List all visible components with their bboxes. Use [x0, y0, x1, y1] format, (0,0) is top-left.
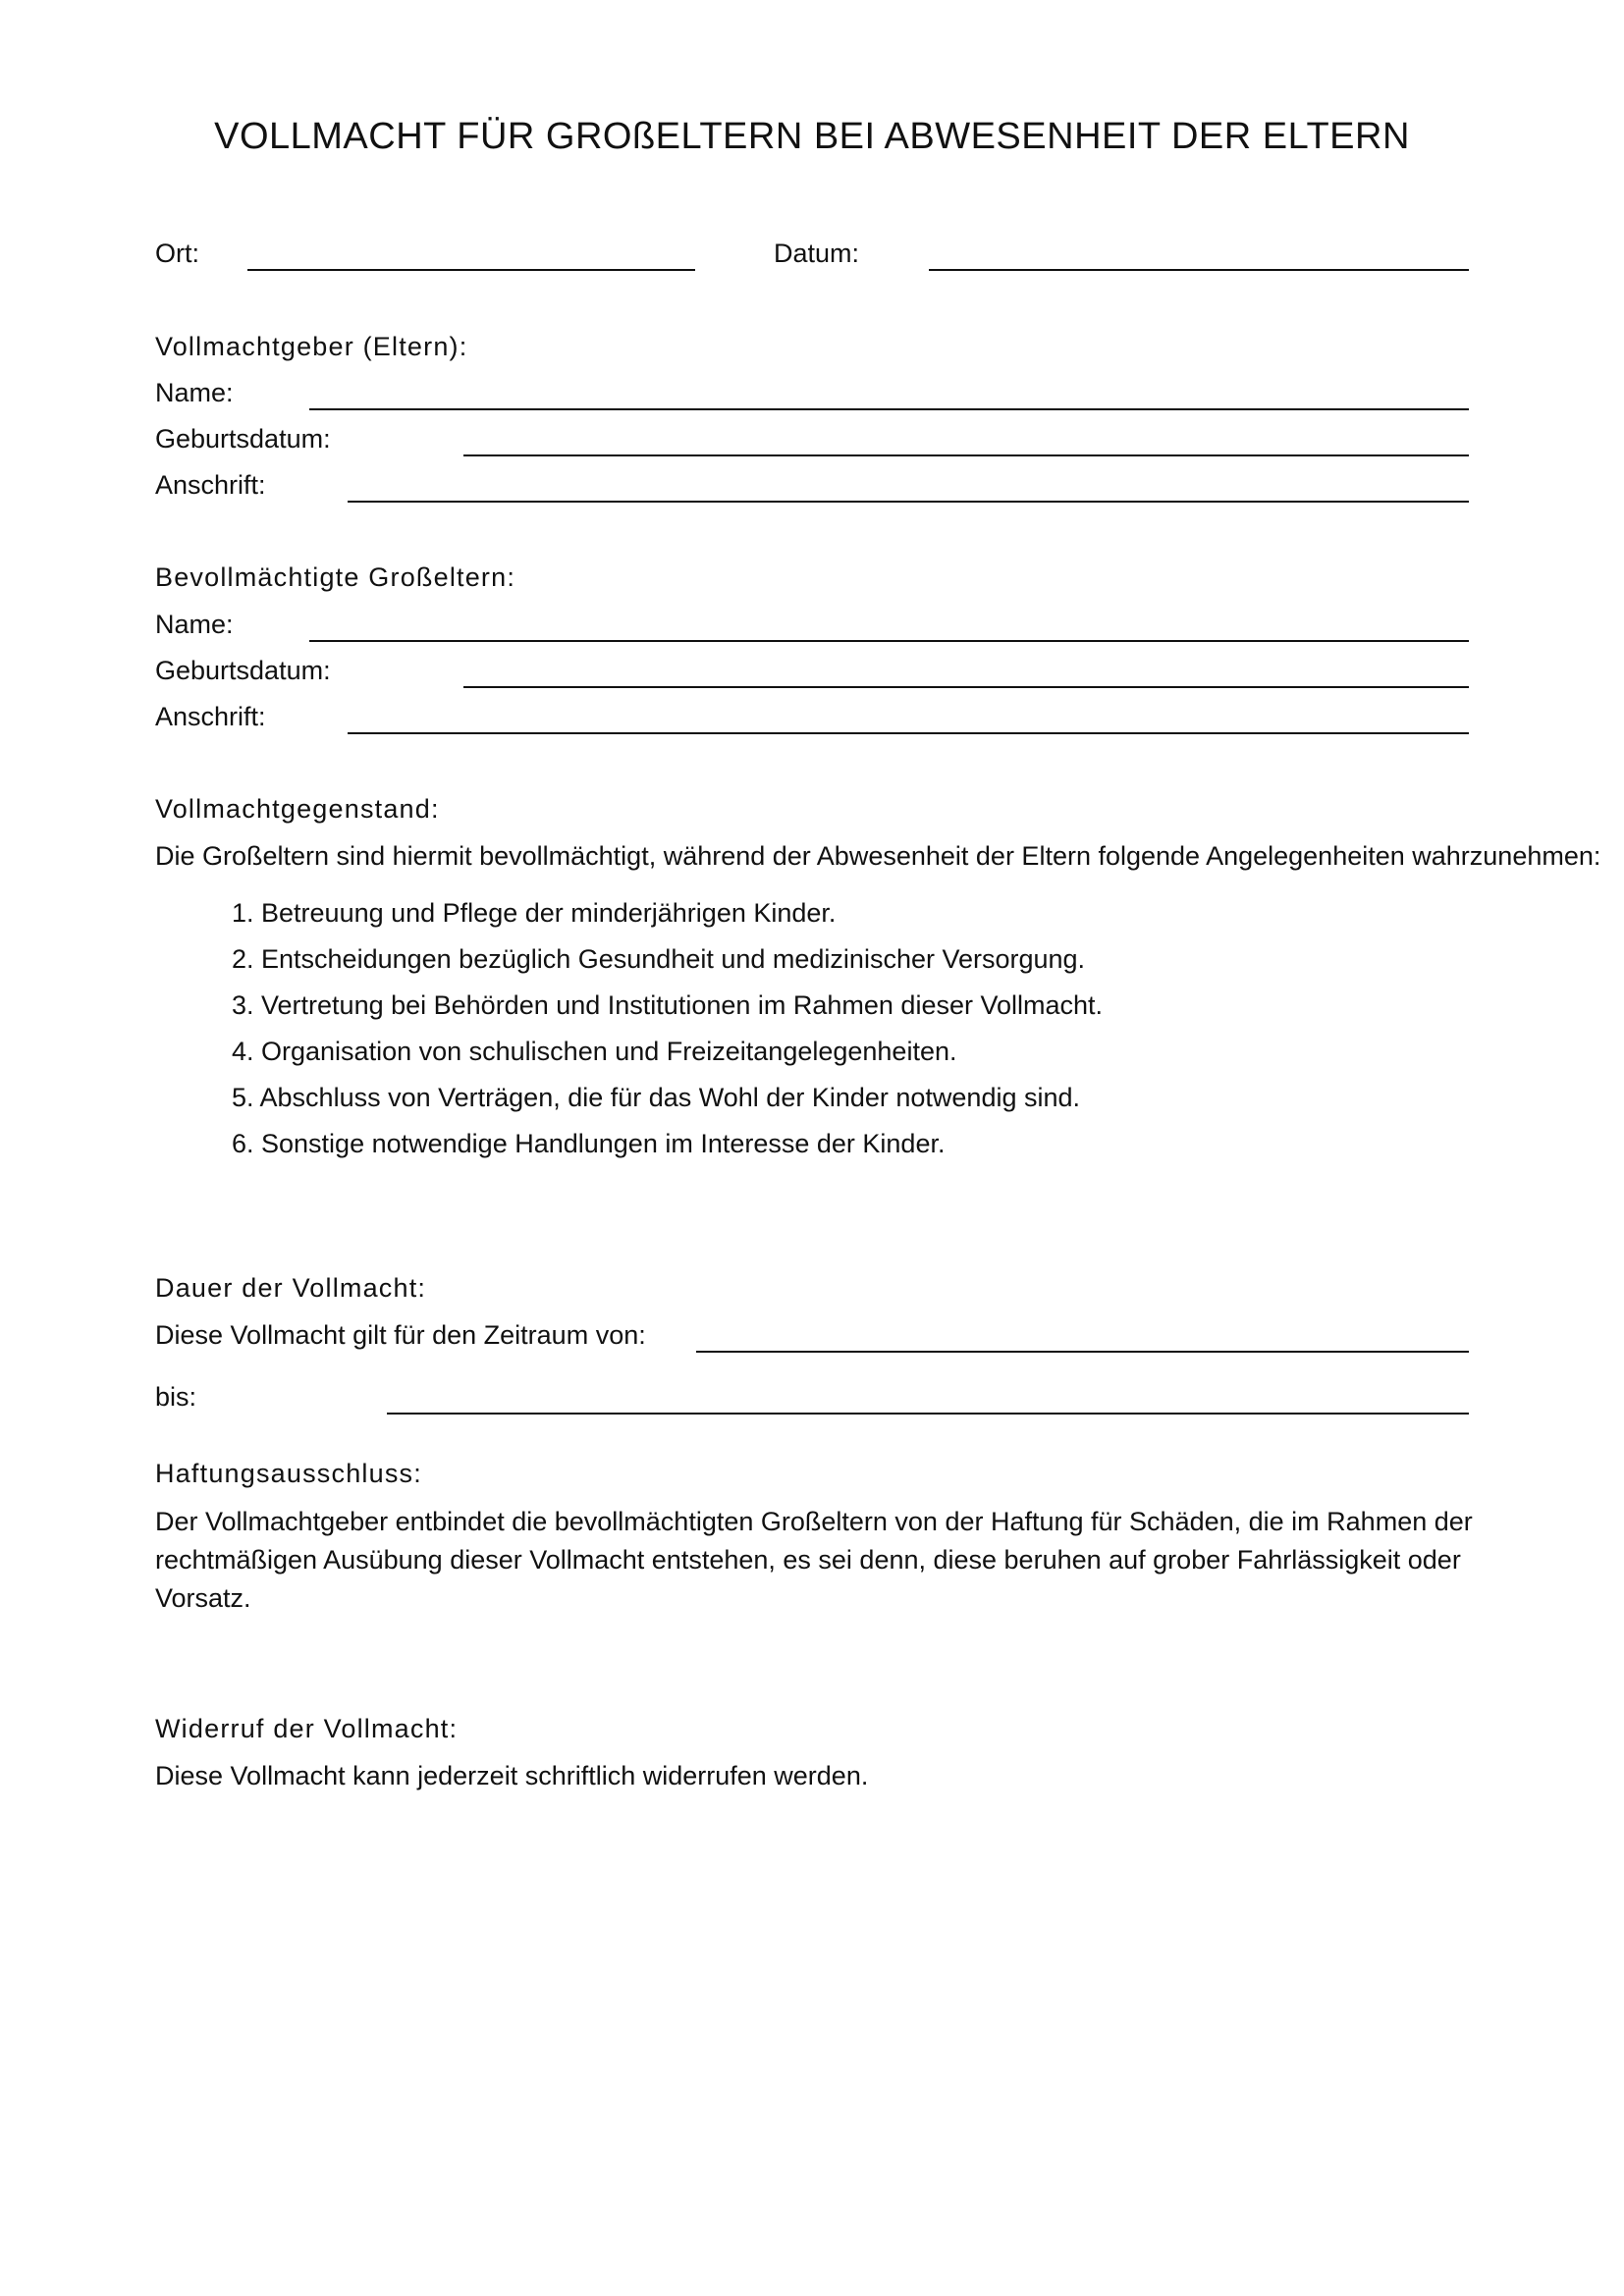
vollmachtgeber-anschrift-line[interactable] [348, 501, 1469, 503]
ort-field-line[interactable] [247, 269, 695, 271]
datum-field-line[interactable] [929, 269, 1469, 271]
list-item: 6. Sonstige notwendige Handlungen im Interesse der Kinder. [232, 1129, 946, 1158]
grosseltern-geburtsdatum-label: Geburtsdatum: [155, 656, 331, 685]
haftung-text: Der Vollmachtgeber entbindet die bevollmächtigten Großeltern von der Haftung für Schäden, die im Rahmen der rechtmäßigen Ausübung dieser Vollmacht entstehen, es sei denn, diese beruhen auf grober Fahrlässigkeit oder Vorsatz. [155, 1507, 1473, 1613]
list-item: 3. Vertretung bei Behörden und Institutionen im Rahmen dieser Vollmacht. [232, 990, 1104, 1020]
gegenstand-list [232, 897, 1103, 1174]
dauer-von-line[interactable] [696, 1351, 1469, 1353]
grosseltern-anschrift-label: Anschrift: [155, 702, 266, 731]
grosseltern-geburtsdatum-line[interactable] [463, 686, 1469, 688]
grosseltern-name-label: Name: [155, 610, 234, 639]
dauer-heading: Dauer der Vollmacht: [155, 1273, 427, 1303]
document-title: VOLLMACHT FÜR GROßELTERN BEI ABWESENHEIT DER ELTERN [214, 116, 1410, 157]
dauer-bis-label: bis: [155, 1382, 197, 1412]
list-item: 2. Entscheidungen bezüglich Gesundheit und medizinischer Versorgung. [232, 944, 1086, 974]
vollmachtgeber-heading: Vollmachtgeber (Eltern): [155, 332, 468, 361]
gegenstand-heading: Vollmachtgegenstand: [155, 794, 440, 824]
ort-label: Ort: [155, 239, 199, 268]
list-item: 1. Betreuung und Pflege der minderjährigen Kinder. [232, 898, 837, 928]
vollmachtgeber-geburtsdatum-line[interactable] [463, 454, 1469, 456]
grosseltern-heading: Bevollmächtigte Großeltern: [155, 562, 516, 592]
vollmachtgeber-geburtsdatum-label: Geburtsdatum: [155, 424, 331, 454]
datum-label: Datum: [774, 239, 860, 268]
grosseltern-anschrift-line[interactable] [348, 732, 1469, 734]
widerruf-heading: Widerruf der Vollmacht: [155, 1714, 459, 1743]
grosseltern-name-line[interactable] [309, 640, 1469, 642]
list-item: 4. Organisation von schulischen und Freizeitangelegenheiten. [232, 1037, 957, 1066]
vollmachtgeber-name-line[interactable] [309, 408, 1469, 410]
gegenstand-intro: Die Großeltern sind hiermit bevollmächtigt, während der Abwesenheit der Eltern folgende Angelegenheiten wahrzunehmen: [155, 841, 1601, 871]
vollmachtgeber-anschrift-label: Anschrift: [155, 470, 266, 500]
dauer-bis-line[interactable] [387, 1413, 1469, 1415]
list-item: 5. Abschluss von Verträgen, die für das Wohl der Kinder notwendig sind. [232, 1083, 1081, 1112]
widerruf-text: Diese Vollmacht kann jederzeit schriftlich widerrufen werden. [155, 1761, 869, 1790]
vollmachtgeber-name-label: Name: [155, 378, 234, 407]
dauer-von-label: Diese Vollmacht gilt für den Zeitraum von: [155, 1320, 646, 1350]
haftung-heading: Haftungsausschluss: [155, 1459, 422, 1488]
